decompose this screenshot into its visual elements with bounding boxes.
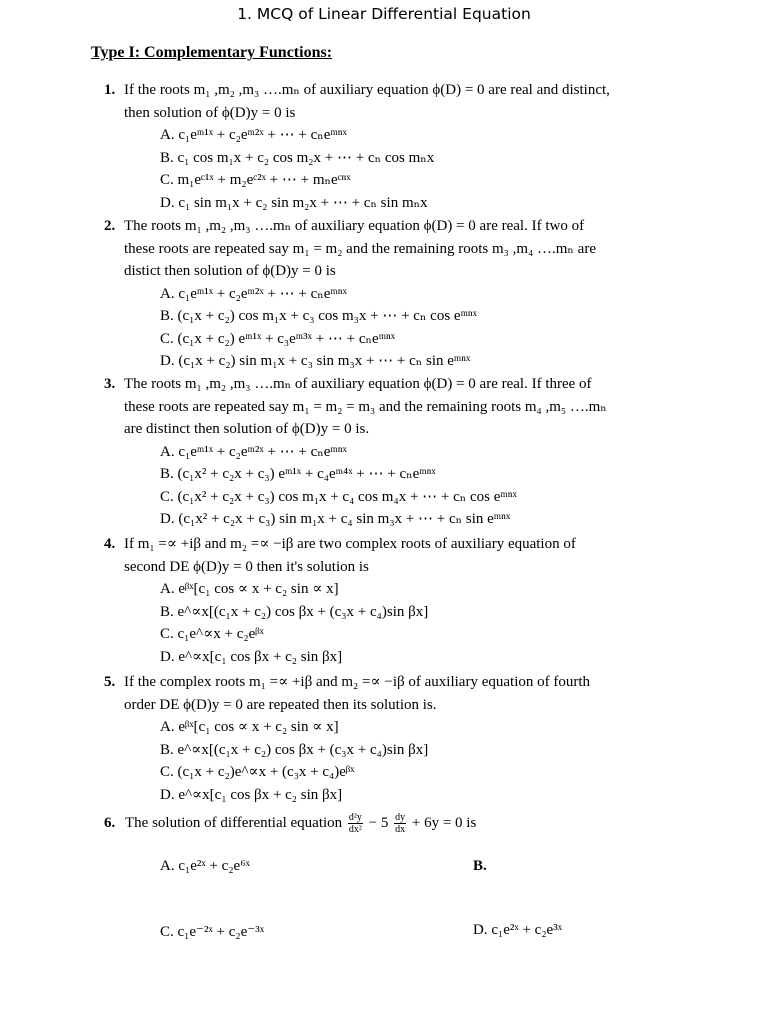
question-1 xyxy=(104,79,684,214)
stem-line: If m₁ =∝ +iβ and m₂ =∝ −iβ are two complex roots of auxiliary equation of xyxy=(124,536,576,552)
option-d[interactable]: D. c₁ sin m₁x + c₂ sin m₂x + ⋯ + cₙ sin mₙx xyxy=(160,194,428,211)
option-a[interactable]: A. eᵝˣ[c₁ cos ∝ x + c₂ sin ∝ x] xyxy=(160,581,339,597)
options-list xyxy=(160,578,684,668)
option-a[interactable]: A. c₁eᵐ¹ˣ + c₂eᵐ²ˣ + ⋯ + cₙeᵐⁿˣ xyxy=(160,127,347,143)
question-3 xyxy=(104,373,684,531)
stem-line: then solution of ϕ(D)y = 0 is xyxy=(124,104,296,121)
option-c[interactable]: C. m₁eᶜ¹ˣ + m₂eᶜ²ˣ + ⋯ + mₙeᶜⁿˣ xyxy=(160,172,351,188)
options-list xyxy=(160,124,684,214)
stem-line: The roots m₁ ,m₂ ,m₃ ….mₙ of auxiliary equation ϕ(D) = 0 are real. If three of xyxy=(124,376,592,392)
stem-line: second DE ϕ(D)y = 0 then it's solution is xyxy=(124,558,369,575)
option-a[interactable]: A. eᵝˣ[c₁ cos ∝ x + c₂ sin ∝ x] xyxy=(160,719,339,735)
stem-line: are distinct then solution of ϕ(D)y = 0 is. xyxy=(124,421,370,437)
option-b[interactable]: B. (c₁x + c₂) cos m₁x + c₃ cos m₃x + ⋯ + cₙ cos eᵐⁿˣ xyxy=(160,308,477,324)
q6-option-c[interactable]: C. c₁e⁻²ˣ + c₂e⁻³ˣ xyxy=(160,924,265,940)
option-d[interactable]: D. (c₁x + c₂) sin m₁x + c₃ sin m₃x + ⋯ + cₙ sin eᵐⁿˣ xyxy=(160,353,471,369)
option-c[interactable]: C. (c₁x + c₂) eᵐ¹ˣ + c₃eᵐ³ˣ + ⋯ + cₙeᵐⁿˣ xyxy=(160,330,396,347)
question-number: 3. xyxy=(104,376,116,392)
section-heading: Type I: Complementary Functions: xyxy=(91,44,333,61)
question-4 xyxy=(104,533,684,668)
stem-line: distict then solution of ϕ(D)y = 0 is xyxy=(124,263,336,279)
question-stem xyxy=(124,671,684,716)
stem-line: If the roots m₁ ,m₂ ,m₃ ….mₙ of auxiliary equation ϕ(D) = 0 are real and distinct, xyxy=(124,82,610,98)
fraction-denominator: dx xyxy=(395,824,406,836)
option-c[interactable]: C. (c₁x² + c₂x + c₃) cos m₁x + c₄ cos m₄x + ⋯ + cₙ cos eᵐⁿˣ xyxy=(160,488,517,505)
option-b[interactable]: B. c₁ cos m₁x + c₂ cos m₂x + ⋯ + cₙ cos mₙx xyxy=(160,149,435,166)
option-c[interactable]: C. c₁e^∝x + c₂eᵝˣ xyxy=(160,626,264,642)
question-number: 6. xyxy=(104,815,116,831)
fraction-denominator: dx² xyxy=(348,824,362,836)
fraction-numerator: d²y xyxy=(348,812,362,824)
question-5 xyxy=(104,671,684,806)
fraction-numerator: dy xyxy=(395,812,406,824)
question-stem xyxy=(124,79,684,124)
option-a[interactable]: A. c₁eᵐ¹ˣ + c₂eᵐ²ˣ + ⋯ + cₙeᵐⁿˣ xyxy=(160,285,347,302)
stem-line: The roots m₁ ,m₂ ,m₃ ….mₙ of auxiliary equation ϕ(D) = 0 are real. If two of xyxy=(124,218,585,234)
option-d[interactable]: D. e^∝x[c₁ cos βx + c₂ sin βx] xyxy=(160,648,343,665)
question-stem xyxy=(124,533,684,578)
question-stem-suffix: + 6y = 0 is xyxy=(411,815,477,831)
option-d[interactable]: D. e^∝x[c₁ cos βx + c₂ sin βx] xyxy=(160,786,343,803)
stem-line: If the complex roots m₁ =∝ +iβ and m₂ =∝ −iβ of auxiliary equation of fourth xyxy=(124,674,591,690)
q6-option-a[interactable]: A. c₁e²ˣ + c₂e⁶ˣ xyxy=(160,858,250,874)
question-stem xyxy=(124,373,684,441)
options-list xyxy=(160,716,684,806)
option-b[interactable]: B. e^∝x[(c₁x + c₂) cos βx + (c₃x + c₄)sin βx] xyxy=(160,603,429,620)
stem-line: order DE ϕ(D)y = 0 are repeated then its solution is. xyxy=(124,696,437,713)
option-b[interactable]: B. e^∝x[(c₁x + c₂) cos βx + (c₃x + c₄)sin βx] xyxy=(160,741,429,758)
question-number: 4. xyxy=(104,536,116,552)
first-derivative-fraction xyxy=(394,812,406,835)
options-list xyxy=(160,441,684,531)
question-number: 1. xyxy=(104,82,116,98)
second-derivative-fraction xyxy=(348,812,363,835)
option-b[interactable]: B. (c₁x² + c₂x + c₃) eᵐ¹ˣ + c₄eᵐ⁴ˣ + ⋯ + cₙeᵐⁿˣ xyxy=(160,466,436,482)
stem-line: these roots are repeated say m₁ = m₂ and the remaining roots m₃ ,m₄ ….mₙ are xyxy=(124,240,596,257)
document-title: 1. MCQ of Linear Differential Equation xyxy=(237,5,531,23)
question-stem-prefix: The solution of differential equation xyxy=(125,815,343,831)
question-2 xyxy=(104,215,684,373)
q6-option-d[interactable]: D. c₁e²ˣ + c₂e³ˣ xyxy=(473,922,563,938)
q6-option-b[interactable]: B. xyxy=(473,858,487,874)
question-number: 2. xyxy=(104,218,116,234)
option-d[interactable]: D. (c₁x² + c₂x + c₃) sin m₁x + c₄ sin m₃x + ⋯ + cₙ sin eᵐⁿˣ xyxy=(160,511,511,527)
question-stem xyxy=(124,215,684,283)
stem-line: these roots are repeated say m₁ = m₂ = m₃ and the remaining roots m₄ ,m₅ ….mₙ xyxy=(124,398,607,415)
stem-minus-term: − 5 xyxy=(368,815,389,831)
options-list xyxy=(160,283,684,373)
question-6 xyxy=(104,812,476,835)
question-number: 5. xyxy=(104,674,116,690)
option-a[interactable]: A. c₁eᵐ¹ˣ + c₂eᵐ²ˣ + ⋯ + cₙeᵐⁿˣ xyxy=(160,443,347,460)
option-c[interactable]: C. (c₁x + c₂)e^∝x + (c₃x + c₄)eᵝˣ xyxy=(160,764,355,780)
